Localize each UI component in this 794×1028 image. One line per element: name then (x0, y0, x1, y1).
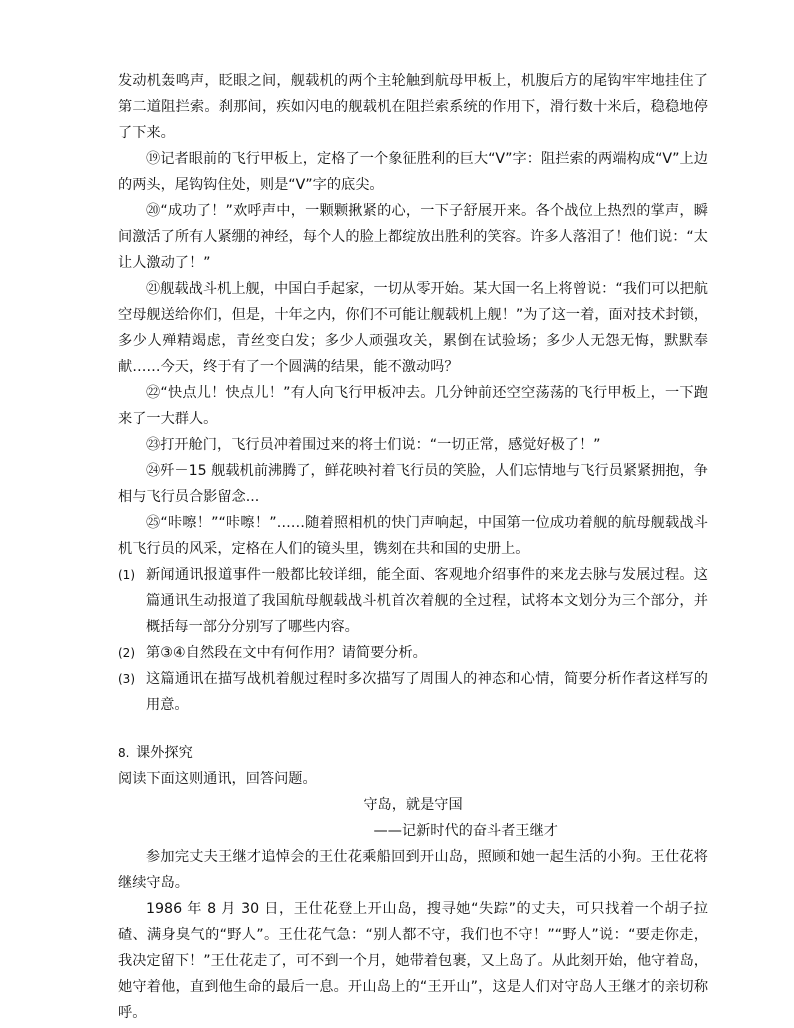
passage-paragraph: ㉒“快点儿！快点儿！”有人向飞行甲板冲去。几分钟前还空空荡荡的飞行甲板上，一下跑来了一大群人。 (118, 385, 708, 427)
passage-paragraph: ⑲记者眼前的飞行甲板上，定格了一个象征胜利的巨大“V”字：阻拦索的两端构成“V”上边的两头，尾钩钩住处，则是“V”字的底尖。 (118, 151, 708, 193)
question-number: (1) (118, 568, 135, 582)
section-instruction: 阅读下面这则通讯，回答问题。 (118, 771, 317, 787)
article-title: 守岛，就是守国 (363, 797, 463, 813)
article-paragraph: 1986 年 8 月 30 日，王仕花登上开山岛，搜寻她“失踪”的丈夫，可只找着一个胡子拉碴、满身臭气的“野人”。王仕花气急：“别人都不守，我们也不守！”“野人”说：“要走你走，我决定留下！”王仕花走了，可不到一个月，她带着包裹，又上岛了。从此刻开始，他守着岛，她守着他，直到他生命的最后一息。开山岛上的“王开山”，这是人们对守岛人王继才的亲切称呼。 (118, 901, 709, 1021)
question-number: (3) (118, 672, 135, 686)
section-title: 课外探究 (136, 745, 193, 761)
article-subtitle: ——记新时代的奋斗者王继才 (373, 823, 558, 839)
article-paragraph: 参加完丈夫王继才追悼会的王仕花乘船回到开山岛，照顾和她一起生活的小狗。王仕花将继续守岛。 (118, 849, 708, 891)
question-number: (2) (118, 646, 135, 660)
passage-paragraph: ㉓打开舱门，飞行员冲着围过来的将士们说：“一切正常，感觉好极了！” (146, 437, 601, 453)
passage-paragraph: ㉕“咔嚓！”“咔嚓！”……随着照相机的快门声响起，中国第一位成功着舰的航母舰载战斗机飞行员的风采，定格在人们的镜头里，镌刻在共和国的史册上。 (118, 515, 708, 557)
question-text: 新闻通讯报道事件一般都比较详细，能全面、客观地介绍事件的来龙去脉与发展过程。这篇通讯生动报道了我国航母舰载战斗机首次着舰的全过程，试将本文划分为三个部分，并概括每一部分分别写了哪些内容。 (146, 567, 708, 635)
passage-paragraph: ⑳“成功了！”欢呼声中，一颗颗揪紧的心，一下子舒展开来。各个战位上热烈的掌声，瞬间激活了所有人紧绷的神经，每个人的脸上都绽放出胜利的笑容。许多人落泪了！他们说：“太让人激动了！” (118, 203, 708, 271)
section-number: 8. (118, 746, 130, 760)
question-item (118, 562, 708, 640)
passage-paragraph: ㉔歼－15 舰载机前沸腾了，鲜花映衬着飞行员的笑脸，人们忘情地与飞行员紧紧拥抱，争相与飞行员合影留念... (118, 463, 708, 505)
question-text: 这篇通讯在描写战机着舰过程时多次描写了周围人的神态和心情，简要分析作者这样写的用意。 (146, 671, 708, 713)
passage-paragraph: ㉑舰载战斗机上舰，中国白手起家，一切从零开始。某大国一名上将曾说：“我们可以把航空母舰送给你们，但是，十年之内，你们不可能让舰载机上舰！”为了这一着，面对技术封锁，多少人殚精竭虑，青丝变白发；多少人顽强攻关，累倒在试验场；多少人无怨无悔，默默奉献……今天，终于有了一个圆满的结果，能不激动吗？ (118, 281, 708, 375)
question-text: 第③④自然段在文中有何作用？请简要分析。 (146, 645, 427, 661)
question-item (118, 640, 708, 666)
section-heading (118, 740, 708, 766)
document-page (118, 68, 708, 1026)
question-item (118, 666, 708, 718)
passage-paragraph: 发动机轰鸣声，眨眼之间，舰载机的两个主轮触到航母甲板上，机腹后方的尾钩牢牢地挂住了第二道阻拦索。刹那间，疾如闪电的舰载机在阻拦索系统的作用下，滑行数十米后，稳稳地停了下来。 (118, 73, 708, 141)
